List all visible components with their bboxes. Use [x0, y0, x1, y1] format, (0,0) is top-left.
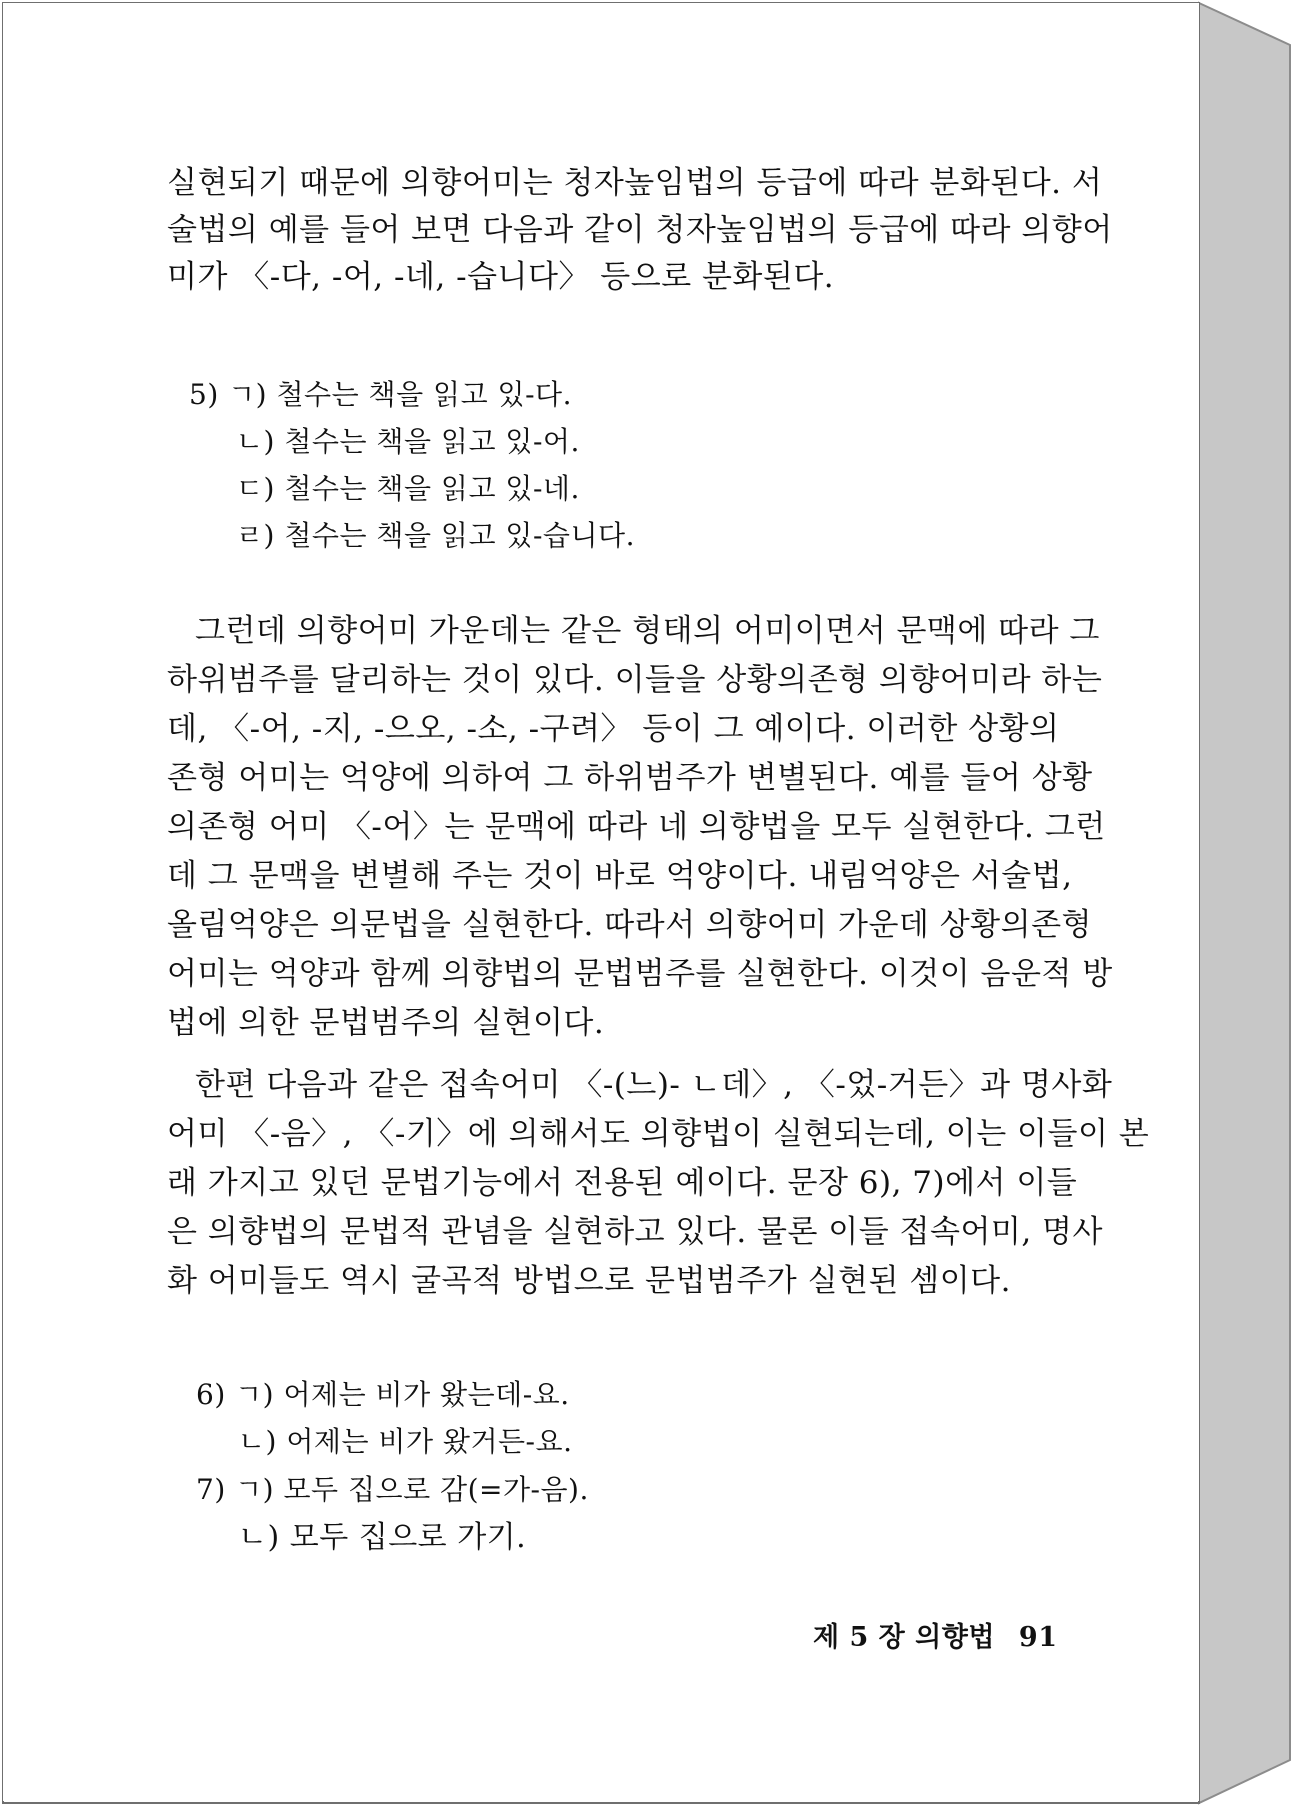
text-line: 미가 〈-다, -어, -네, -습니다〉 등으로 분화된다. — [167, 259, 835, 295]
page-number: 91 — [1018, 1622, 1058, 1653]
chapter-title: 제 5 장 의향법 — [813, 1622, 995, 1653]
text-line: 하위범주를 달리하는 것이 있다. 이들을 상황의존형 의향어미라 하는 — [167, 662, 1103, 698]
text-line: 의존형 어미 〈-어〉는 문맥에 따라 네 의향법을 모두 실현한다. 그런 — [167, 809, 1106, 845]
book-page — [3, 3, 1199, 1801]
text-line: 데, 〈-어, -지, -으오, -소, -구려〉 등이 그 예이다. 이러한 상황의 — [167, 711, 1060, 747]
text-line: 법에 의한 문법범주의 실현이다. — [167, 1005, 605, 1041]
text-line: 존형 어미는 억양에 의하여 그 하위범주가 변별된다. 예를 들어 상황 — [167, 760, 1093, 796]
text-line: 은 의향법의 문법적 관념을 실현하고 있다. 물론 이들 접속어미, 명사 — [167, 1214, 1103, 1250]
text-line: 술법의 예를 들어 보면 다음과 같이 청자높임법의 등급에 따라 의향어 — [167, 212, 1113, 248]
example-line: ㄴ) 철수는 책을 읽고 있-어. — [236, 425, 580, 458]
example-line: 7) ㄱ) 모두 집으로 감(=가-음). — [196, 1473, 589, 1506]
text-line: 한편 다음과 같은 접속어미 〈-(느)- ㄴ데〉, 〈-었-거든〉과 명사화 — [195, 1067, 1113, 1103]
example-line: ㄴ) 모두 집으로 가기. — [238, 1520, 527, 1555]
text-line: 실현되기 때문에 의향어미는 청자높임법의 등급에 따라 분화된다. 서 — [167, 165, 1103, 201]
text-line: 화 어미들도 역시 굴곡적 방법으로 문법범주가 실현된 셈이다. — [167, 1263, 1011, 1299]
example-line: 6) ㄱ) 어제는 비가 왔는데-요. — [196, 1378, 570, 1411]
example-line: ㄹ) 철수는 책을 읽고 있-습니다. — [236, 519, 635, 552]
page-footer — [813, 1615, 1057, 1654]
text-line: 데 그 문맥을 변별해 주는 것이 바로 억양이다. 내림억양은 서술법, — [167, 858, 1073, 894]
example-line: 5) ㄱ) 철수는 책을 읽고 있-다. — [189, 378, 573, 411]
text-line: 어미는 억양과 함께 의향법의 문법범주를 실현한다. 이것이 음운적 방 — [167, 956, 1113, 992]
text-line: 어미 〈-음〉, 〈-기〉에 의해서도 의향법이 실현되는데, 이는 이들이 본 — [167, 1116, 1150, 1152]
text-line: 올림억양은 의문법을 실현한다. 따라서 의향어미 가운데 상황의존형 — [167, 907, 1092, 943]
example-line: ㄷ) 철수는 책을 읽고 있-네. — [236, 472, 580, 505]
text-line: 래 가지고 있던 문법기능에서 전용된 예이다. 문장 6), 7)에서 이들 — [167, 1165, 1078, 1201]
example-line: ㄴ) 어제는 비가 왔거든-요. — [238, 1425, 573, 1458]
text-line: 그런데 의향어미 가운데는 같은 형태의 어미이면서 문맥에 따라 그 — [195, 613, 1100, 649]
